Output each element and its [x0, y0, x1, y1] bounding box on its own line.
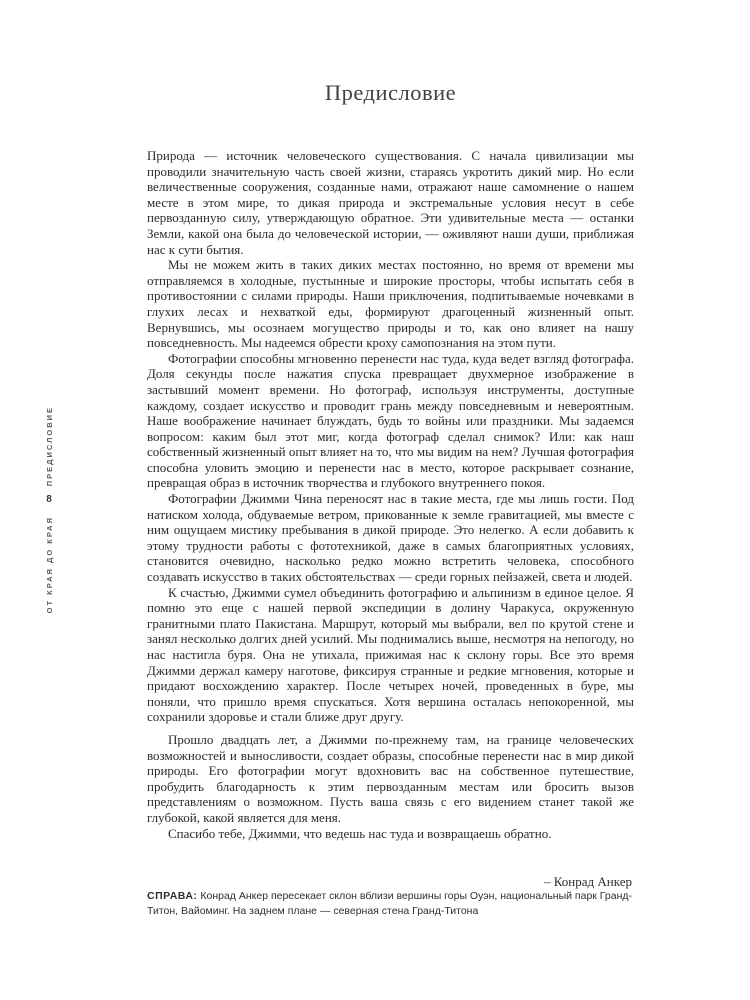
- page-number: 8: [46, 494, 52, 506]
- paragraph-3: Фотографии способны мгновенно перенести нас туда, куда ведет взгляд фотографа. Доля секунды после нажатия спуска превращает двухмерное изображение в застывший момент времени. Но фотограф, используя инструменты, доступные каждому, создает искусство и проводит грань между повседневным и невероятным. Наше воображение начинает блуждать, будь то войны или праздники. Мы задаемся вопросом: каким был этот миг, когда фотограф сделал снимок? Или: как наш собственный жизненный опыт влияет на то, что мы видим на нем? Лучшая фотография способна уловить эмоцию и перенести нас в место, которое раскрывает сознание, превращая образ в источник творчества и глубокого внутреннего покоя.: [147, 350, 634, 491]
- sidebar-chapter-label: ПРЕДИСЛОВИЕ: [44, 406, 54, 487]
- caption-label: СПРАВА:: [147, 890, 198, 902]
- chapter-title: Предисловие: [324, 80, 457, 105]
- paragraph-2: Мы не можем жить в таких диких местах постоянно, но время от времени мы отправляемся в холодные, пустынные и широкие просторы, чтобы испытать себя в противостоянии с силами природы. Наши приключения, подпитываемые ночевками в глухих лесах и нехваткой еды, формируют драгоценный жизненный опыт. Вернувшись, мы осознаем могущество природы и то, как оно влияет на нашу повседневность. Мы надеемся обрести кроху самопознания на этом пути.: [147, 257, 634, 351]
- paragraph-4: Фотографии Джимми Чина переносят нас в такие места, где мы лишь гости. Под натиском холода, обдуваемые ветром, прикованные к земле гравитацией, мы вместе с ним ощущаем мистику пребывания в дикой природе. Это нелегко. А если добавить к этому трудности работы с фототехникой, даже в самых благоприятных условиях, становится очевидно, насколько редко можно встретить человека, способного создавать искусство в таких обстоятельствах — среди горных пейзажей, света и людей.: [147, 491, 634, 585]
- page-margin-sidebar: [38, 406, 60, 614]
- paragraph-7: Спасибо тебе, Джимми, что ведешь нас туда и возвращаешь обратно.: [168, 825, 552, 841]
- paragraph-6: Прошло двадцать лет, а Джимми по-прежнему там, на границе человеческих возможностей и выносливости, создает образы, способные перенести нас в мир дикой природы. Его фотографии могут вдохновить вас на собственное путешествие, пробудить благодарность к этим первозданным местам или бросить вызов представлениям о возможном. Пусть ваша связь с его видением станет такой же глубокой, какой является для меня.: [147, 731, 634, 825]
- paragraph-1: Природа — источник человеческого существования. С начала цивилизации мы проводили значительную часть своей жизни, стараясь укротить дикий мир. Но если величественные сооружения, созданные нами, отражают наше самомнение о нашем месте в этом мире, то дикая природа и экстремальные условия несут в себе первозданную силу, утверждающую обратное. Эти удивительные места — останки Земли, какой она была до человеческой истории, — оживляют наши души, приближая нас к сути бытия.: [147, 148, 634, 257]
- body-text: [147, 148, 634, 890]
- sidebar-book-title: ОТ КРАЯ ДО КРАЯ: [44, 516, 54, 614]
- photo-caption: [147, 889, 643, 918]
- caption-text: Конрад Анкер пересекает склон вблизи вершины горы Оуэн, национальный парк Гранд-Титон, Вайоминг. На заднем плане — северная стена Гранд-Титона: [147, 890, 632, 917]
- paragraph-5: К счастью, Джимми сумел объединить фотографию и альпинизм в единое целое. Я помню это еще с нашей первой экспедиции в долину Чаракуса, окруженную гранитными плато Пакистана. Маршрут, который мы выбрали, вел по крутой стене и занял несколько долгих дней усилий. Мы поднимались выше, несмотря на непогоду, но нас настигла буря. Она не утихала, прижимая нас к склону горы. Все это время Джимми держал камеру наготове, фиксируя странные и редкие мгновения, которые и придают восхождению характер. После четырех ночей, проведенных в буре, мы поняли, что пришло время спускаться. Хотя вершина осталась непокоренной, мы сохранили здоровье и стали ближе друг другу.: [147, 584, 634, 725]
- author-signature: – Конрад Анкер: [544, 874, 632, 890]
